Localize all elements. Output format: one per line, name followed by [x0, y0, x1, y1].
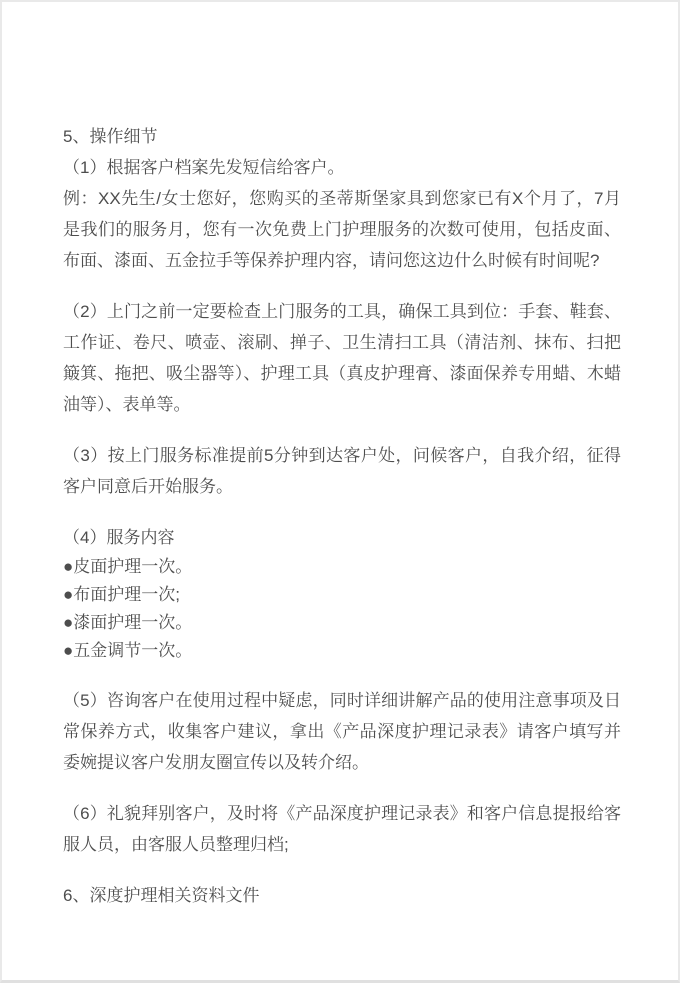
- step-6-paragraph: （6）礼貌拜别客户，及时将《产品深度护理记录表》和客户信息提报给客服人员，由客服人员整理归档;: [63, 804, 621, 854]
- list-item: [63, 637, 621, 665]
- bullet-icon: ●: [63, 557, 74, 576]
- next-section-heading: 6、深度护理相关资料文件: [63, 886, 260, 905]
- bullet-icon: ●: [63, 585, 74, 604]
- list-item: [63, 553, 621, 581]
- list-item: [63, 581, 621, 609]
- list-item-text: 皮面护理一次。: [73, 557, 193, 576]
- step-2-paragraph: （2）上门之前一定要检查上门服务的工具，确保工具到位：手套、鞋套、工作证、卷尺、喷壶、滚刷、掸子、卫生清扫工具（清洁剂、抹布、扫把簸箕、拖把、吸尘器等）、护理工具（真皮护理膏、漆面保养专用蜡、木蜡油等）、表单等。: [63, 302, 621, 414]
- bullet-icon: ●: [63, 613, 74, 632]
- service-items-list: [63, 553, 621, 665]
- list-item: [63, 609, 621, 637]
- list-item-text: 布面护理一次;: [73, 585, 181, 604]
- section-heading: 5、操作细节: [63, 127, 158, 146]
- step-5-paragraph: （5）咨询客户在使用过程中疑虑，同时详细讲解产品的使用注意事项及日常保养方式，收集客户建议，拿出《产品深度护理记录表》请客户填写并委婉提议客户发朋友圈宣传以及转介绍。: [63, 691, 621, 772]
- step-4-title: （4）服务内容: [63, 528, 175, 547]
- document-body: [2, 2, 678, 911]
- step-1-example-paragraph: 例：XX先生/女士您好，您购买的圣蒂斯堡家具到您家已有X个月了，7月是我们的服务月，您有一次免费上门护理服务的次数可使用，包括皮面、布面、漆面、五金拉手等保养护理内容，请问您这边什么时候有时间呢?: [63, 189, 621, 270]
- list-item-text: 五金调节一次。: [73, 641, 193, 660]
- list-item-text: 漆面护理一次。: [73, 613, 193, 632]
- bullet-icon: ●: [63, 641, 74, 660]
- step-1-paragraph: （1）根据客户档案先发短信给客户。: [63, 158, 345, 177]
- step-3-paragraph: （3）按上门服务标准提前5分钟到达客户处，问候客户，自我介绍，征得客户同意后开始服务。: [63, 446, 621, 496]
